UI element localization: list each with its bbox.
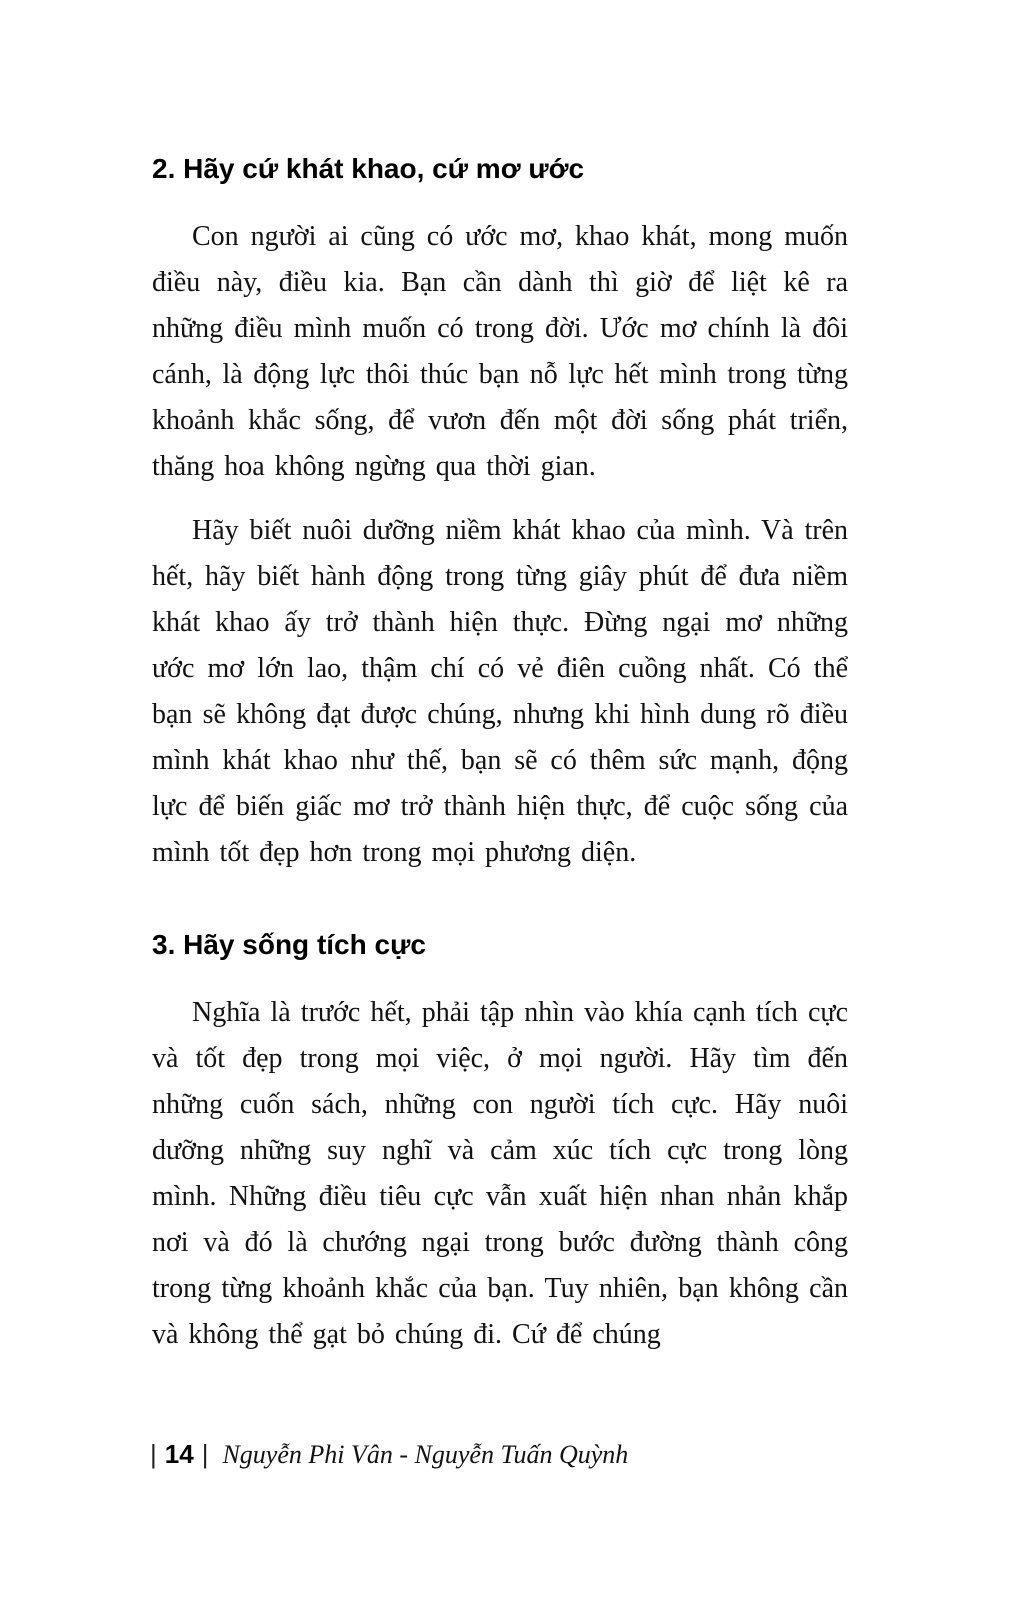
paragraph-positive-1: Nghĩa là trước hết, phải tập nhìn vào khía cạnh tích cực và tốt đẹp trong mọi việc, ở mọi người. Hãy tìm đến những cuốn sách, những con người tích cực. Hãy nuôi dưỡng những suy nghĩ và cảm xúc tích cực trong lòng mình. Những điều tiêu cực vẫn xuất hiện nhan nhản khắp nơi và đó là chướng ngại trong bước đường thành công trong từng khoảnh khắc của bạn. Tuy nhiên, bạn không cần và không thể gạt bỏ chúng đi. Cứ để chúng <box>152 997 848 1350</box>
footer-separator-right: | <box>201 1439 209 1469</box>
page-footer <box>150 1438 870 1471</box>
footer-separator-left: | <box>150 1439 157 1469</box>
section-heading-dream: 2. Hãy cứ khát khao, cứ mơ ước <box>152 153 585 184</box>
paragraph-dream-1: Con người ai cũng có ước mơ, khao khát, mong muốn điều này, điều kia. Bạn cần dành thì giờ để liệt kê ra những điều mình muốn có trong đời. Ước mơ chính là đôi cánh, là động lực thôi thúc bạn nỗ lực hết mình trong từng khoảnh khắc sống, để vươn đến một đời sống phát triển, thăng hoa không ngừng qua thời gian. <box>152 221 848 482</box>
section-heading-positive: 3. Hãy sống tích cực <box>152 929 426 960</box>
footer-authors: Nguyễn Phi Vân - Nguyễn Tuấn Quỳnh <box>222 1440 629 1469</box>
page-number: 14 <box>164 1439 194 1469</box>
paragraph-dream-2: Hãy biết nuôi dưỡng niềm khát khao của mình. Và trên hết, hãy biết hành động trong từng giây phút để đưa niềm khát khao ấy trở thành hiện thực. Đừng ngại mơ những ước mơ lớn lao, thậm chí có vẻ điên cuồng nhất. Có thể bạn sẽ không đạt được chúng, nhưng khi hình dung rõ điều mình khát khao như thế, bạn sẽ có thêm sức mạnh, động lực để biến giấc mơ trở thành hiện thực, để cuộc sống của mình tốt đẹp hơn trong mọi phương diện. <box>152 515 848 868</box>
text-block <box>152 152 848 1376</box>
